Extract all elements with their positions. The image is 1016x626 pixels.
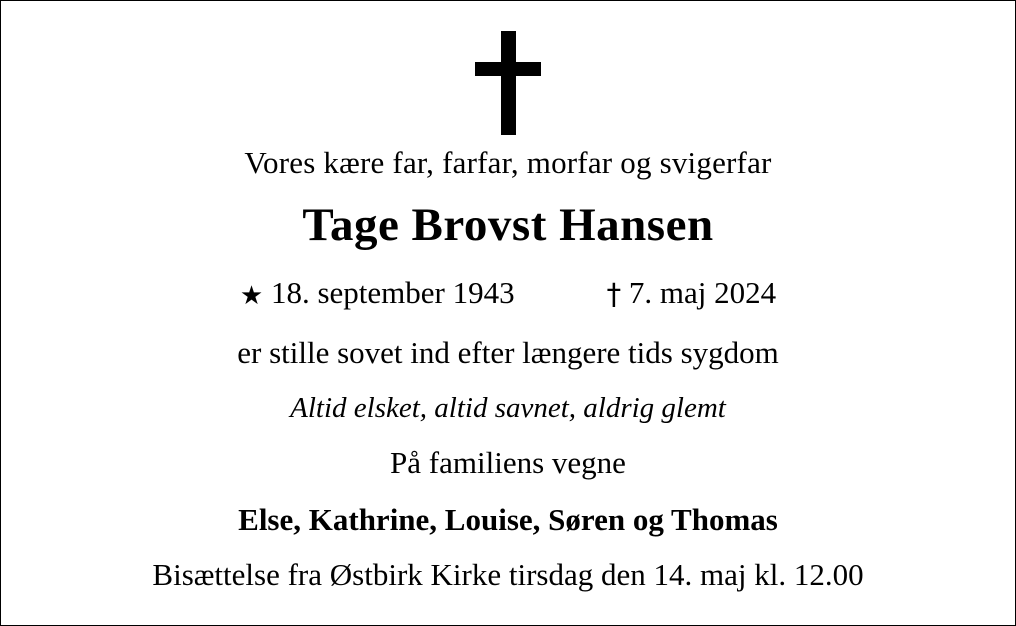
funeral-details: Bisættelse fra Østbirk Kirke tirsdag den 14. maj kl. 12.00 xyxy=(152,557,864,592)
death-date: 7. maj 2024 xyxy=(628,275,777,310)
family-names: Else, Kathrine, Louise, Søren og Thomas xyxy=(238,502,778,537)
death-date-group xyxy=(607,275,777,311)
birth-date: 18. september 1943 xyxy=(270,275,515,310)
life-dates xyxy=(31,275,985,311)
relation-intro-text: Vores kære far, farfar, morfar og svigerfar xyxy=(244,145,772,180)
dagger-icon: † xyxy=(606,277,622,311)
birth-date-group xyxy=(240,275,515,311)
passing-description: er stille sovet ind efter længere tids sygdom xyxy=(237,335,779,370)
cross-vertical-bar xyxy=(501,31,516,135)
cross-symbol-container xyxy=(31,27,985,145)
cross-horizontal-bar xyxy=(475,62,541,76)
on-behalf-text: På familiens vegne xyxy=(390,445,626,480)
star-icon: ★ xyxy=(239,281,264,311)
deceased-name: Tage Brovst Hansen xyxy=(302,199,714,251)
epitaph-text: Altid elsket, altid savnet, aldrig glemt xyxy=(290,392,726,424)
latin-cross-icon xyxy=(475,31,541,135)
